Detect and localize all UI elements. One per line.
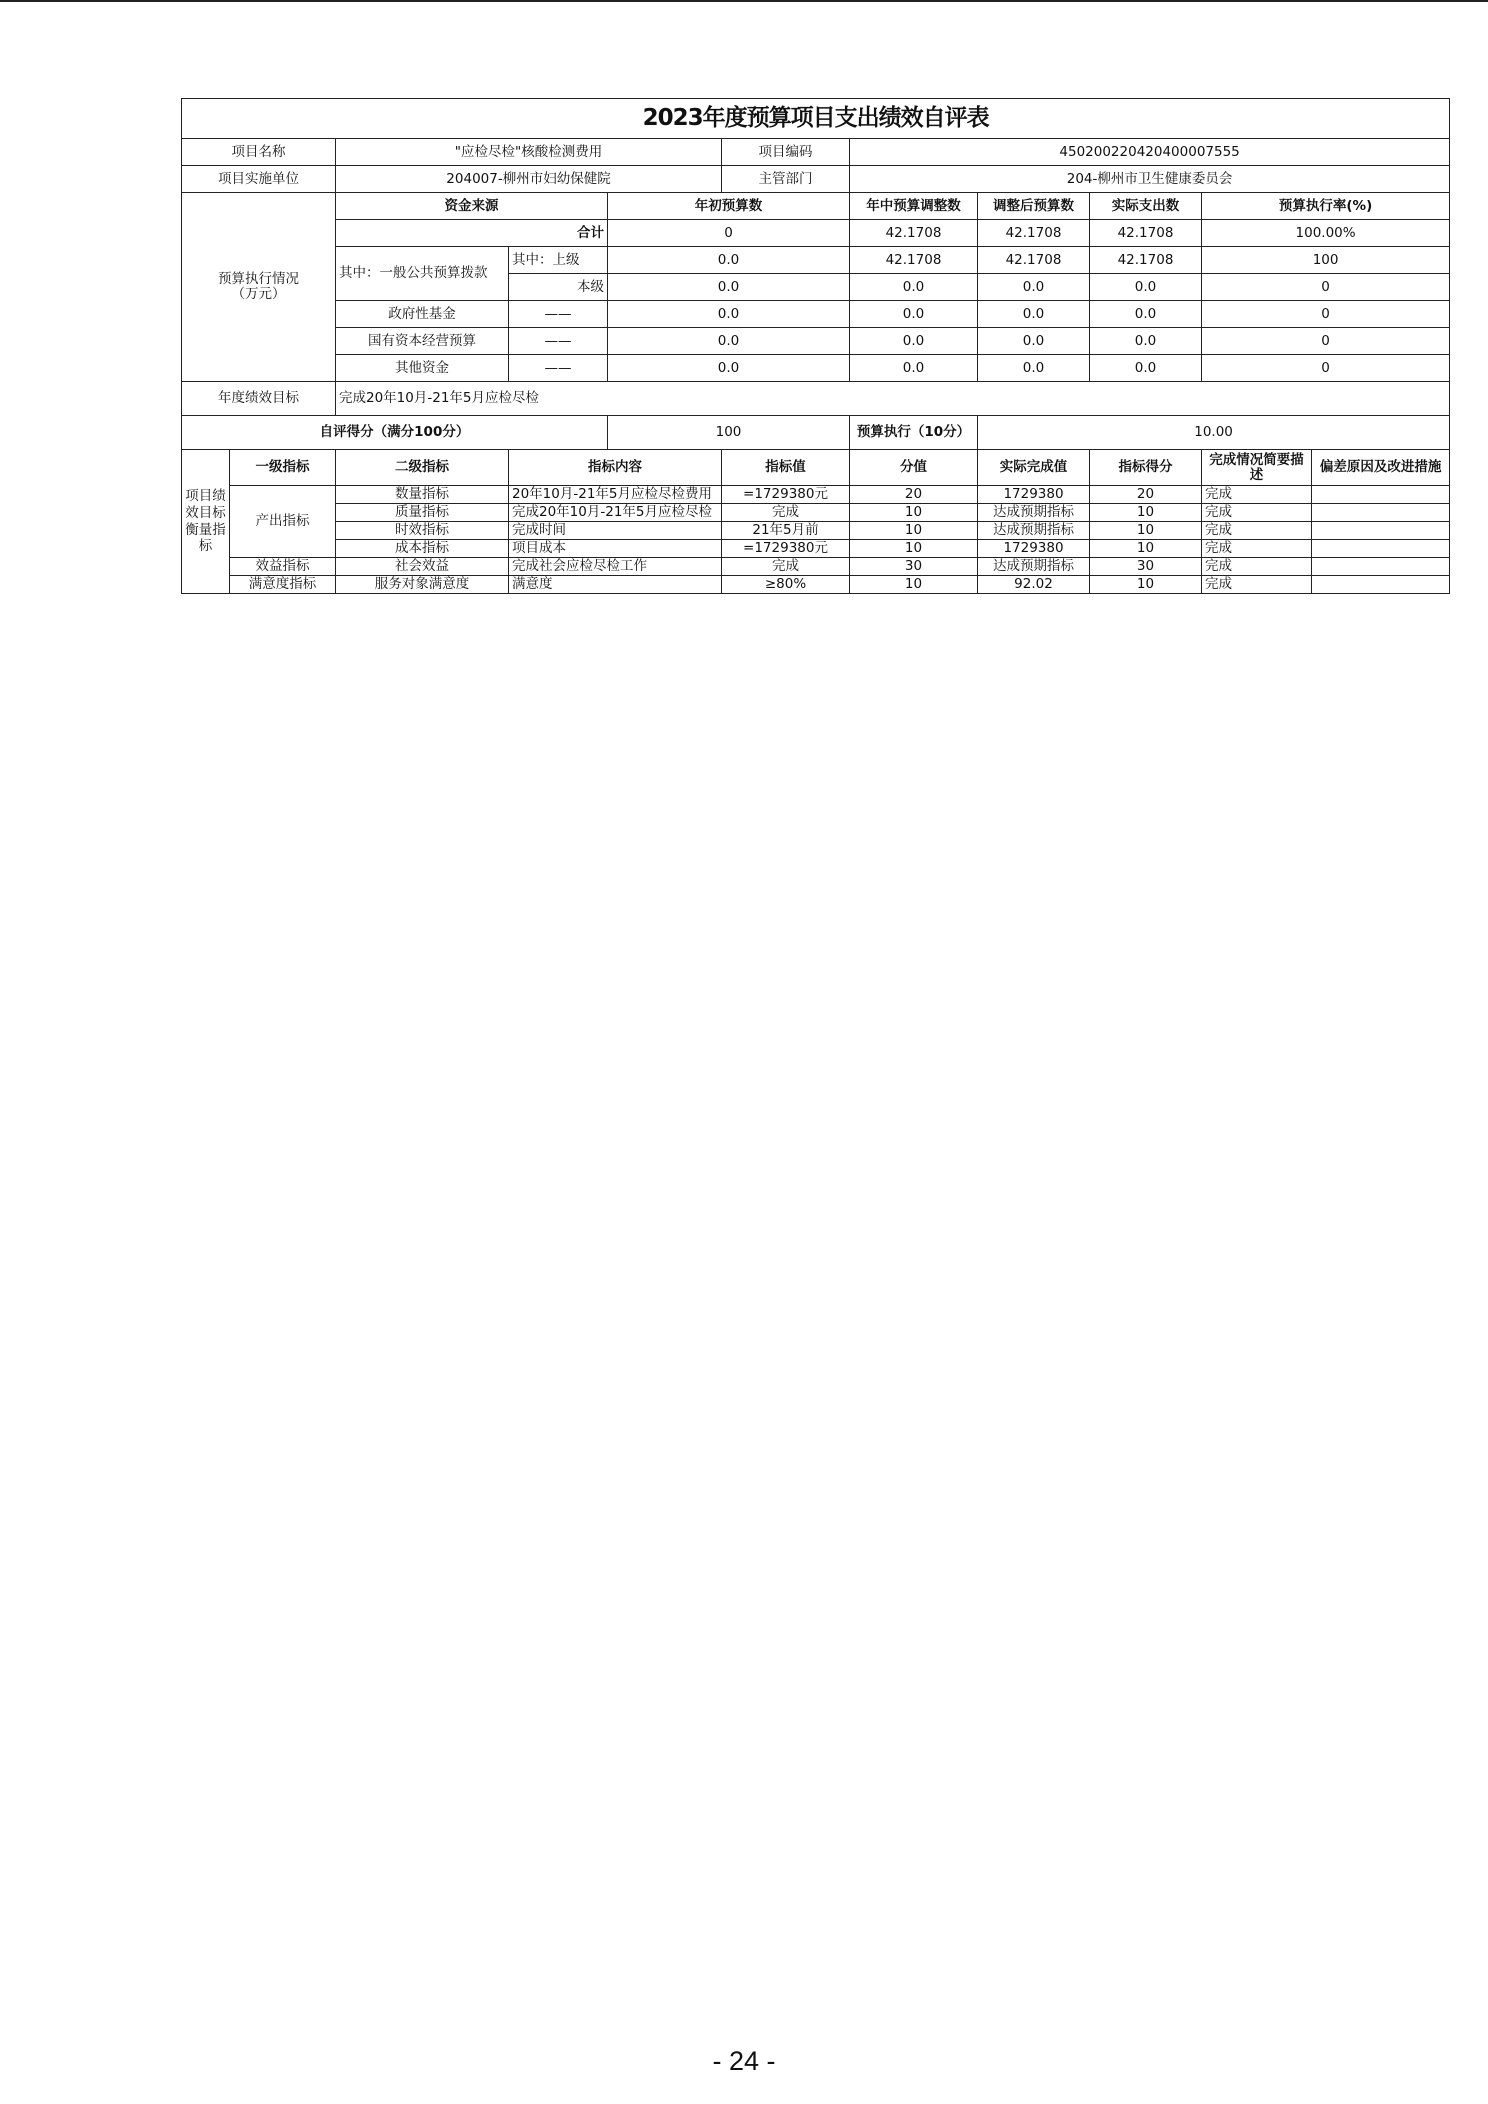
- project-code-label: 项目编码: [722, 139, 850, 166]
- indicator-target: 完成: [722, 558, 850, 576]
- indicator-points: 30: [850, 558, 978, 576]
- budget-upper-row: [182, 247, 1450, 274]
- indicator-level1: 效益指标: [230, 558, 336, 576]
- indicator-actual: 达成预期指标: [978, 522, 1090, 540]
- header-level1: 一级指标: [230, 450, 336, 486]
- local-rate: 0: [1202, 274, 1450, 301]
- indicator-level2: 质量指标: [336, 504, 509, 522]
- upper-adjusted: 42.1708: [978, 247, 1090, 274]
- gov-fund-dash: ——: [509, 301, 608, 328]
- indicator-points: 10: [850, 576, 978, 594]
- indicator-status: 完成: [1202, 522, 1312, 540]
- total-label: 合计: [336, 220, 608, 247]
- total-midyear: 42.1708: [850, 220, 978, 247]
- indicator-content: 项目成本: [509, 540, 722, 558]
- indicator-reason: [1312, 504, 1450, 522]
- indicator-level2: 时效指标: [336, 522, 509, 540]
- indicator-level2: 成本指标: [336, 540, 509, 558]
- other-fund-actual: 0.0: [1090, 355, 1202, 382]
- header-funding-source: 资金来源: [336, 193, 608, 220]
- budget-gov-fund-row: [182, 301, 1450, 328]
- indicator-score: 20: [1090, 486, 1202, 504]
- gov-fund-label: 政府性基金: [336, 301, 509, 328]
- indicator-level2: 社会效益: [336, 558, 509, 576]
- budget-section-label: 预算执行情况（万元）: [182, 193, 336, 382]
- top-border-line: [0, 0, 1488, 2]
- other-fund-label: 其他资金: [336, 355, 509, 382]
- budget-header-row: [182, 193, 1450, 220]
- indicator-status: 完成: [1202, 558, 1312, 576]
- table-row: [182, 486, 1450, 504]
- header-actual-value: 实际完成值: [978, 450, 1090, 486]
- self-score-label: 自评得分（满分100分）: [182, 416, 608, 450]
- budget-total-row: [182, 220, 1450, 247]
- indicator-section-label: 项目绩效目标衡量指标: [182, 450, 230, 594]
- state-capital-adjusted: 0.0: [978, 328, 1090, 355]
- indicator-reason: [1312, 486, 1450, 504]
- dept-label: 主管部门: [722, 166, 850, 193]
- indicator-score: 10: [1090, 522, 1202, 540]
- impl-unit-label: 项目实施单位: [182, 166, 336, 193]
- state-capital-rate: 0: [1202, 328, 1450, 355]
- indicator-actual: 1729380: [978, 486, 1090, 504]
- header-reason: 偏差原因及改进措施: [1312, 450, 1450, 486]
- header-adjusted-budget: 调整后预算数: [978, 193, 1090, 220]
- indicator-actual: 92.02: [978, 576, 1090, 594]
- total-initial: 0: [608, 220, 850, 247]
- indicator-reason: [1312, 576, 1450, 594]
- project-name-row: [182, 139, 1450, 166]
- annual-goal-row: [182, 382, 1450, 416]
- local-label: 本级: [509, 274, 608, 301]
- other-fund-midyear: 0.0: [850, 355, 978, 382]
- gov-fund-actual: 0.0: [1090, 301, 1202, 328]
- header-initial-budget: 年初预算数: [608, 193, 850, 220]
- annual-goal-value: 完成20年10月-21年5月应检尽检: [336, 382, 1450, 416]
- indicator-reason: [1312, 522, 1450, 540]
- indicator-reason: [1312, 540, 1450, 558]
- total-rate: 100.00%: [1202, 220, 1450, 247]
- indicator-level2: 数量指标: [336, 486, 509, 504]
- annual-goal-label: 年度绩效目标: [182, 382, 336, 416]
- indicator-score: 30: [1090, 558, 1202, 576]
- table-row: [182, 504, 1450, 522]
- state-capital-dash: ——: [509, 328, 608, 355]
- indicator-content: 满意度: [509, 576, 722, 594]
- other-fund-adjusted: 0.0: [978, 355, 1090, 382]
- impl-unit-row: [182, 166, 1450, 193]
- header-points: 分值: [850, 450, 978, 486]
- gov-fund-midyear: 0.0: [850, 301, 978, 328]
- indicator-points: 10: [850, 540, 978, 558]
- indicator-status: 完成: [1202, 540, 1312, 558]
- performance-self-evaluation-table: [181, 98, 1450, 594]
- table-row: [182, 540, 1450, 558]
- indicator-content: 完成20年10月-21年5月应检尽检: [509, 504, 722, 522]
- indicator-status: 完成: [1202, 576, 1312, 594]
- indicator-content: 完成时间: [509, 522, 722, 540]
- other-fund-initial: 0.0: [608, 355, 850, 382]
- state-capital-midyear: 0.0: [850, 328, 978, 355]
- impl-unit-value: 204007-柳州市妇幼保健院: [336, 166, 722, 193]
- header-score: 指标得分: [1090, 450, 1202, 486]
- indicator-target: ≥80%: [722, 576, 850, 594]
- indicator-status: 完成: [1202, 504, 1312, 522]
- header-level2: 二级指标: [336, 450, 509, 486]
- indicator-target: 21年5月前: [722, 522, 850, 540]
- budget-other-row: [182, 355, 1450, 382]
- header-actual-spending: 实际支出数: [1090, 193, 1202, 220]
- indicator-score: 10: [1090, 540, 1202, 558]
- budget-state-capital-row: [182, 328, 1450, 355]
- self-score-value: 100: [608, 416, 850, 450]
- indicator-score: 10: [1090, 576, 1202, 594]
- indicator-status: 完成: [1202, 486, 1312, 504]
- local-midyear: 0.0: [850, 274, 978, 301]
- project-code-value: 450200220420400007555: [850, 139, 1450, 166]
- project-name-label: 项目名称: [182, 139, 336, 166]
- header-content: 指标内容: [509, 450, 722, 486]
- indicator-actual: 达成预期指标: [978, 504, 1090, 522]
- indicator-actual: 达成预期指标: [978, 558, 1090, 576]
- table-row: [182, 558, 1450, 576]
- state-capital-actual: 0.0: [1090, 328, 1202, 355]
- output-indicator-label: 产出指标: [230, 486, 336, 558]
- indicator-target: =1729380元: [722, 486, 850, 504]
- other-fund-rate: 0: [1202, 355, 1450, 382]
- local-adjusted: 0.0: [978, 274, 1090, 301]
- local-actual: 0.0: [1090, 274, 1202, 301]
- upper-rate: 100: [1202, 247, 1450, 274]
- upper-actual: 42.1708: [1090, 247, 1202, 274]
- score-row: [182, 416, 1450, 450]
- indicator-points: 10: [850, 522, 978, 540]
- header-execution-rate: 预算执行率(%): [1202, 193, 1450, 220]
- upper-midyear: 42.1708: [850, 247, 978, 274]
- indicator-content: 完成社会应检尽检工作: [509, 558, 722, 576]
- indicator-target: 完成: [722, 504, 850, 522]
- header-midyear-adjustment: 年中预算调整数: [850, 193, 978, 220]
- table-row: [182, 522, 1450, 540]
- indicator-reason: [1312, 558, 1450, 576]
- table-row: [182, 576, 1450, 594]
- gov-fund-initial: 0.0: [608, 301, 850, 328]
- table-title: 2023年度预算项目支出绩效自评表: [182, 99, 1450, 139]
- state-capital-initial: 0.0: [608, 328, 850, 355]
- upper-label: 其中：上级: [509, 247, 608, 274]
- total-actual: 42.1708: [1090, 220, 1202, 247]
- indicator-points: 10: [850, 504, 978, 522]
- execution-score-label: 预算执行（10分）: [850, 416, 978, 450]
- header-status: 完成情况简要描述: [1202, 450, 1312, 486]
- gov-fund-rate: 0: [1202, 301, 1450, 328]
- indicator-score: 10: [1090, 504, 1202, 522]
- page-number: - 24 -: [712, 2046, 776, 2076]
- state-capital-label: 国有资本经营预算: [336, 328, 509, 355]
- indicator-target: =1729380元: [722, 540, 850, 558]
- total-adjusted: 42.1708: [978, 220, 1090, 247]
- indicator-header-row: [182, 450, 1450, 486]
- gov-fund-adjusted: 0.0: [978, 301, 1090, 328]
- general-budget-label: 其中：一般公共预算拨款: [336, 247, 509, 301]
- indicator-content: 20年10月-21年5月应检尽检费用: [509, 486, 722, 504]
- execution-score-value: 10.00: [978, 416, 1450, 450]
- local-initial: 0.0: [608, 274, 850, 301]
- header-target-value: 指标值: [722, 450, 850, 486]
- indicator-level2: 服务对象满意度: [336, 576, 509, 594]
- dept-value: 204-柳州市卫生健康委员会: [850, 166, 1450, 193]
- indicator-points: 20: [850, 486, 978, 504]
- indicator-level1: 满意度指标: [230, 576, 336, 594]
- upper-initial: 0.0: [608, 247, 850, 274]
- indicator-actual: 1729380: [978, 540, 1090, 558]
- project-name-value: "应检尽检"核酸检测费用: [336, 139, 722, 166]
- other-fund-dash: ——: [509, 355, 608, 382]
